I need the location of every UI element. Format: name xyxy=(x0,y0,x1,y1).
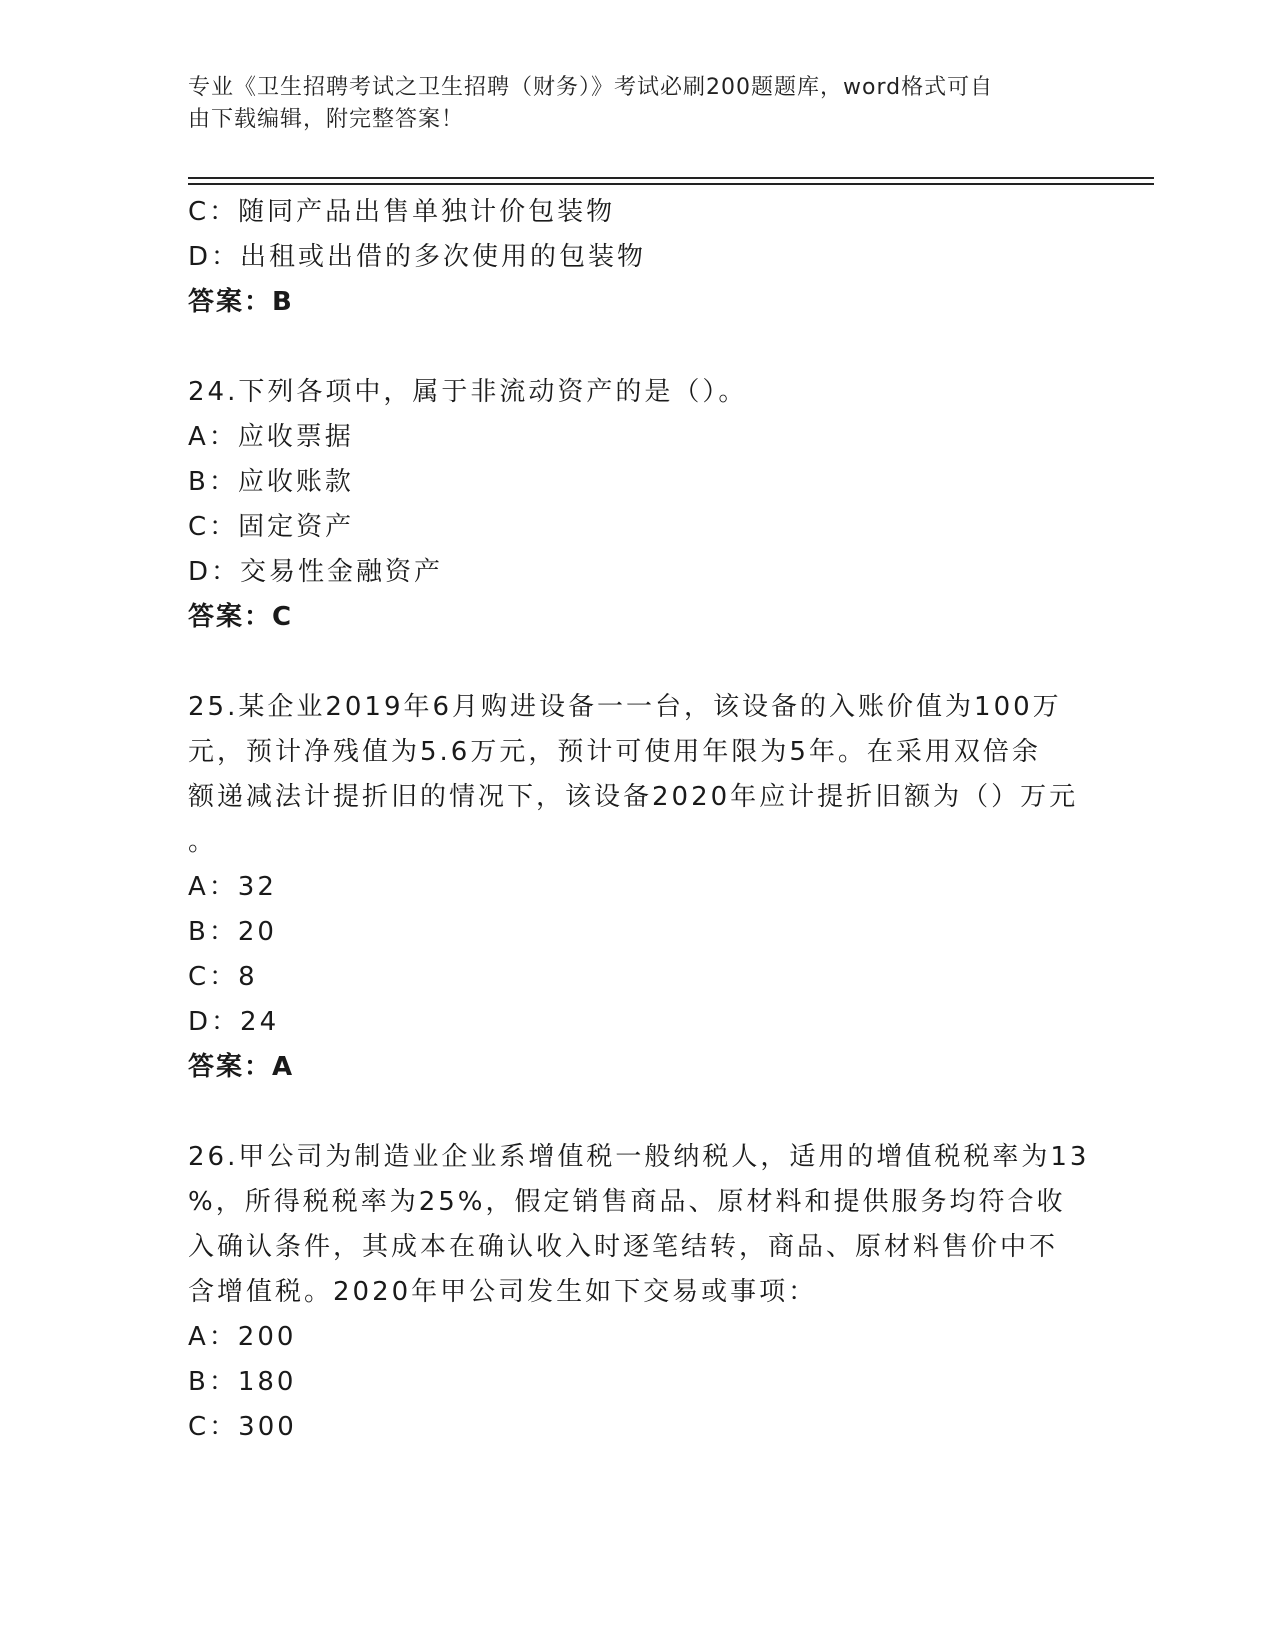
option-d xyxy=(188,1000,1088,1045)
option-label: B： xyxy=(188,917,238,947)
option-text: 300 xyxy=(238,1412,297,1442)
question-26-stem-line: 含增值税。2020年甲公司发生如下交易或事项： xyxy=(188,1277,818,1307)
question-25-stem-line: 。 xyxy=(188,827,218,857)
option-label: D： xyxy=(188,557,241,587)
question-25-stem-line: 25.某企业2019年6月购进设备一一台，该设备的入账价值为100万 xyxy=(188,692,1062,722)
spacer xyxy=(188,640,1088,685)
option-label: A： xyxy=(188,422,238,452)
answer-line: 答案：B xyxy=(188,287,294,317)
header-divider-top xyxy=(188,177,1154,179)
spacer xyxy=(188,1090,1088,1135)
answer-line: 答案：A xyxy=(188,1052,295,1082)
option-c xyxy=(188,1405,1088,1450)
option-text: 应收票据 xyxy=(237,422,354,452)
option-text: 24 xyxy=(240,1007,280,1037)
option-label: D： xyxy=(188,1007,241,1037)
option-label: C： xyxy=(188,1412,239,1442)
option-label: B： xyxy=(188,1367,238,1397)
option-text: 应收账款 xyxy=(237,467,354,497)
question-content xyxy=(188,190,1088,1450)
option-text: 固定资产 xyxy=(238,512,355,542)
option-text: 200 xyxy=(237,1322,297,1352)
option-text: 20 xyxy=(237,917,277,947)
question-26-stem-line: 26.甲公司为制造业企业系增值税一般纳税人，适用的增值税税率为13 xyxy=(188,1142,1090,1172)
option-d xyxy=(188,550,1088,595)
option-label: C： xyxy=(188,197,239,227)
option-b xyxy=(188,910,1088,955)
option-a xyxy=(188,415,1088,460)
option-b xyxy=(188,460,1088,505)
option-text: 180 xyxy=(237,1367,297,1397)
spacer xyxy=(188,325,1088,370)
option-text: 出租或出借的多次使用的包装物 xyxy=(240,242,647,272)
option-a xyxy=(188,865,1088,910)
option-a xyxy=(188,1315,1088,1360)
header-line-2: 由下载编辑，附完整答案！ xyxy=(188,107,465,132)
option-text: 交易性金融资产 xyxy=(240,557,444,587)
option-label: A： xyxy=(188,1322,238,1352)
option-label: A： xyxy=(188,872,238,902)
answer-line: 答案：C xyxy=(188,602,294,632)
option-c xyxy=(188,190,1088,235)
option-b xyxy=(188,1360,1088,1405)
question-25-stem-line: 元，预计净残值为5.6万元，预计可使用年限为5年。在采用双倍余 xyxy=(188,737,1041,767)
option-c xyxy=(188,955,1088,1000)
question-25-stem-line: 额递减法计提折旧的情况下，该设备2020年应计提折旧额为（）万元 xyxy=(188,782,1079,812)
document-header xyxy=(188,72,1068,136)
option-text: 8 xyxy=(238,962,258,992)
header-line-1: 专业《卫生招聘考试之卫生招聘（财务）》考试必刷200题题库，word格式可自 xyxy=(188,75,994,100)
question-26-stem-line: %，所得税税率为25%，假定销售商品、原材料和提供服务均符合收 xyxy=(188,1187,1066,1217)
option-c xyxy=(188,505,1088,550)
option-label: C： xyxy=(188,512,239,542)
option-label: D： xyxy=(188,242,241,272)
header-divider-bottom xyxy=(188,183,1154,185)
option-text: 随同产品出售单独计价包装物 xyxy=(238,197,616,227)
question-24-stem: 24.下列各项中，属于非流动资产的是（）。 xyxy=(188,377,748,407)
option-text: 32 xyxy=(237,872,277,902)
option-label: B： xyxy=(188,467,238,497)
option-label: C： xyxy=(188,962,239,992)
option-d xyxy=(188,235,1088,280)
question-26-stem-line: 入确认条件，其成本在确认收入时逐笔结转，商品、原材料售价中不 xyxy=(188,1232,1059,1262)
